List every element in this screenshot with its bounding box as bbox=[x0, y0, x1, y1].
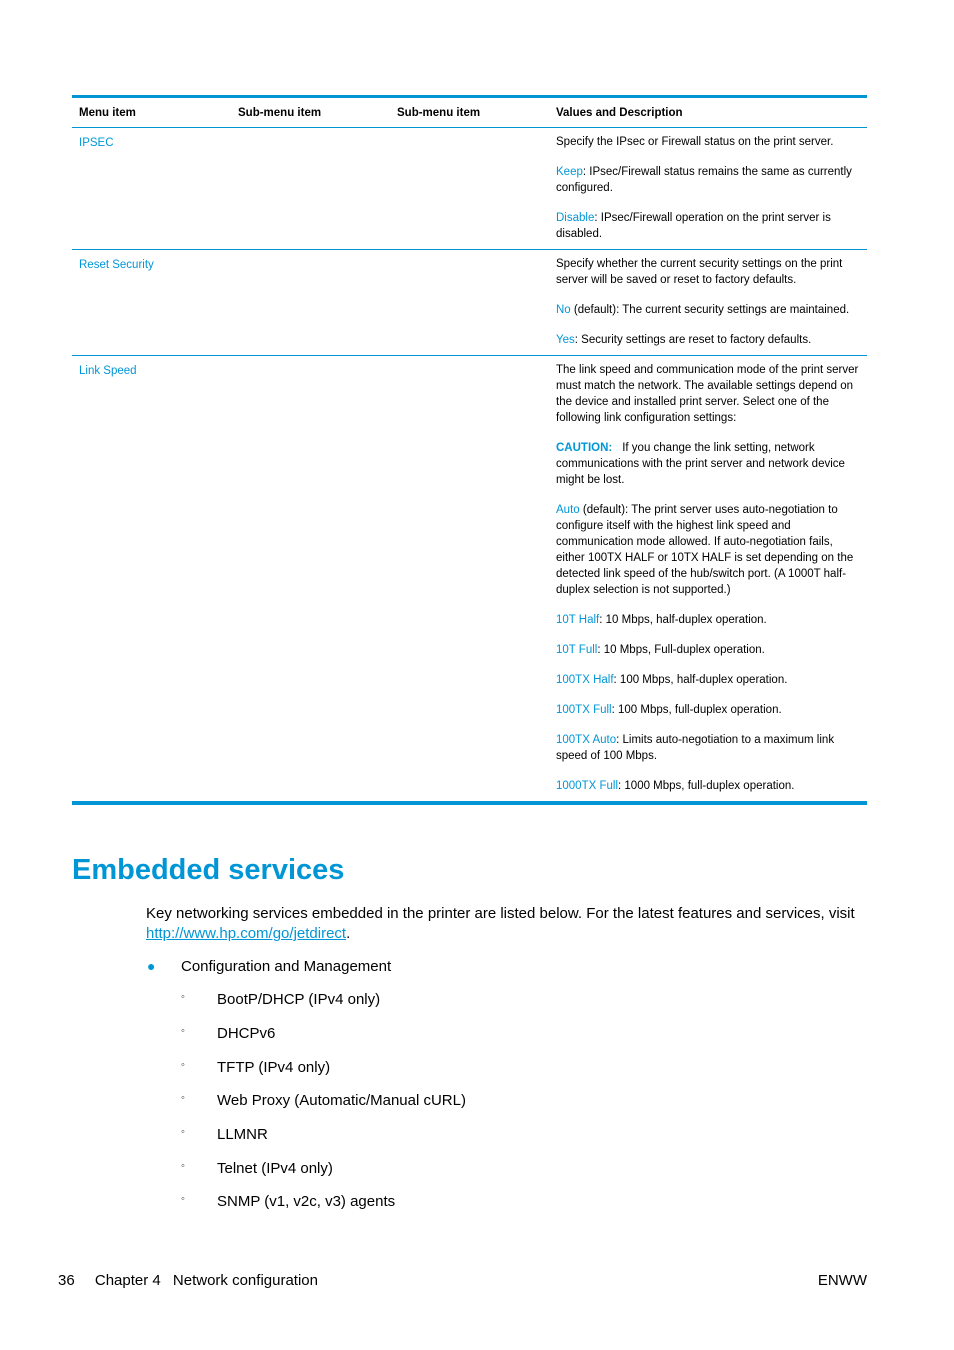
table-row-reset-security bbox=[72, 250, 867, 356]
footer-left bbox=[58, 1272, 334, 1289]
ipsec-keep: Keep: IPsec/Firewall status remains the same as currently configured. bbox=[556, 166, 852, 194]
page-footer bbox=[58, 1272, 867, 1289]
menu-item-link-speed[interactable]: Link Speed bbox=[79, 365, 137, 377]
link-option: 100TX Auto: Limits auto-negotiation to a maximum link speed of 100 Mbps. bbox=[556, 734, 835, 762]
header-sub-menu-item: Sub-menu item bbox=[238, 106, 322, 119]
term-100tx-half[interactable]: 100TX Half bbox=[556, 674, 614, 686]
ipsec-desc: Specify the IPsec or Firewall status on the print server. bbox=[556, 136, 834, 148]
table-header-row bbox=[72, 98, 867, 128]
circle-bullet-icon: ◦ bbox=[181, 991, 185, 1003]
table-row-ipsec bbox=[72, 128, 867, 250]
ipsec-disable: Disable: IPsec/Firewall operation on the print server is disabled. bbox=[556, 212, 831, 240]
list-item bbox=[146, 958, 406, 980]
link-option: 100TX Half: 100 Mbps, half-duplex operation. bbox=[556, 674, 788, 686]
header-menu-item: Menu item bbox=[79, 106, 136, 119]
circle-bullet-icon: ◦ bbox=[181, 1160, 185, 1172]
term-10t-full[interactable]: 10T Full bbox=[556, 644, 598, 656]
circle-bullet-icon: ◦ bbox=[181, 1193, 185, 1205]
bullet-icon: ● bbox=[147, 958, 156, 974]
footer-right: ENWW bbox=[817, 1272, 867, 1289]
circle-bullet-icon: ◦ bbox=[181, 1126, 185, 1138]
term-auto[interactable]: Auto bbox=[556, 504, 580, 516]
caution-note: CAUTION: If you change the link setting, network communications with the print server and network device might be lost. bbox=[556, 442, 845, 486]
header-values-description: Values and Description bbox=[556, 106, 683, 119]
term-100tx-auto[interactable]: 100TX Auto bbox=[556, 734, 617, 746]
intro-paragraph: Key networking services embedded in the printer are listed below. For the latest features and services, visit http://www.hp.com/go/jetdirect. bbox=[146, 905, 855, 942]
link-option: 10T Full: 10 Mbps, Full-duplex operation. bbox=[556, 644, 765, 656]
sub-list-item: ◦ DHCPv6 bbox=[181, 1025, 276, 1042]
term-100tx-full[interactable]: 100TX Full bbox=[556, 704, 612, 716]
link-desc: The link speed and communication mode of the print server must match the network. The available settings depend on the device and installed print server. Select one of the following link configuration settings: bbox=[556, 364, 859, 424]
circle-bullet-icon: ◦ bbox=[181, 1059, 185, 1071]
table-row-link-speed bbox=[72, 356, 867, 801]
term-10t-half[interactable]: 10T Half bbox=[556, 614, 600, 626]
sub-list-item: ◦ SNMP (v1, v2c, v3) agents bbox=[181, 1193, 396, 1210]
link-option: Auto (default): The print server uses auto-negotiation to configure itself with the highest link speed and communication mode allowed. If auto-negotiation fails, either 100TX HALF or 10TX HALF is set depending on the detected link speed of the hub/switch port. (A 1000T half-duplex selection is not supported.) bbox=[556, 504, 854, 596]
sub-list-item: ◦ BootP/DHCP (IPv4 only) bbox=[181, 991, 381, 1008]
term-keep[interactable]: Keep bbox=[556, 166, 583, 178]
caution-label: CAUTION: bbox=[556, 442, 613, 454]
term-1000tx-full[interactable]: 1000TX Full bbox=[556, 780, 619, 792]
sub-list-item: ◦ LLMNR bbox=[181, 1126, 268, 1143]
header-sub-menu-item-2: Sub-menu item bbox=[397, 106, 481, 119]
section-title: Embedded services bbox=[72, 854, 345, 886]
reset-security-description bbox=[549, 250, 867, 355]
link-option: 100TX Full: 100 Mbps, full-duplex operation. bbox=[556, 704, 782, 716]
reset-no: No (default): The current security settings are maintained. bbox=[556, 304, 850, 316]
jetdirect-link[interactable]: http://www.hp.com/go/jetdirect bbox=[146, 925, 347, 942]
chapter-label: Chapter 4 bbox=[94, 1272, 161, 1289]
ipsec-description bbox=[549, 128, 867, 249]
link-option: 1000TX Full: 1000 Mbps, full-duplex operation. bbox=[556, 780, 795, 792]
link-option: 10T Half: 10 Mbps, half-duplex operation. bbox=[556, 614, 767, 626]
chapter-title: Network configuration bbox=[172, 1272, 318, 1289]
reset-yes: Yes: Security settings are reset to factory defaults. bbox=[556, 334, 812, 346]
menu-item-ipsec[interactable]: IPSEC bbox=[79, 137, 114, 149]
reset-desc: Specify whether the current security settings on the print server will be saved or reset to factory defaults. bbox=[556, 258, 843, 286]
term-no[interactable]: No bbox=[556, 304, 571, 316]
term-disable[interactable]: Disable bbox=[556, 212, 595, 224]
circle-bullet-icon: ◦ bbox=[181, 1092, 185, 1104]
term-yes[interactable]: Yes bbox=[556, 334, 575, 346]
menu-item-reset-security[interactable]: Reset Security bbox=[79, 259, 154, 271]
sub-list-item: ◦ TFTP (IPv4 only) bbox=[181, 1059, 331, 1076]
page-number: 36 bbox=[58, 1272, 75, 1289]
circle-bullet-icon: ◦ bbox=[181, 1025, 185, 1037]
sub-list-item: ◦ Web Proxy (Automatic/Manual cURL) bbox=[181, 1092, 466, 1109]
sub-list-item: ◦ Telnet (IPv4 only) bbox=[181, 1160, 333, 1177]
link-speed-description bbox=[549, 356, 867, 801]
bullet-label: Configuration and Management bbox=[181, 958, 392, 975]
settings-table bbox=[72, 95, 867, 805]
